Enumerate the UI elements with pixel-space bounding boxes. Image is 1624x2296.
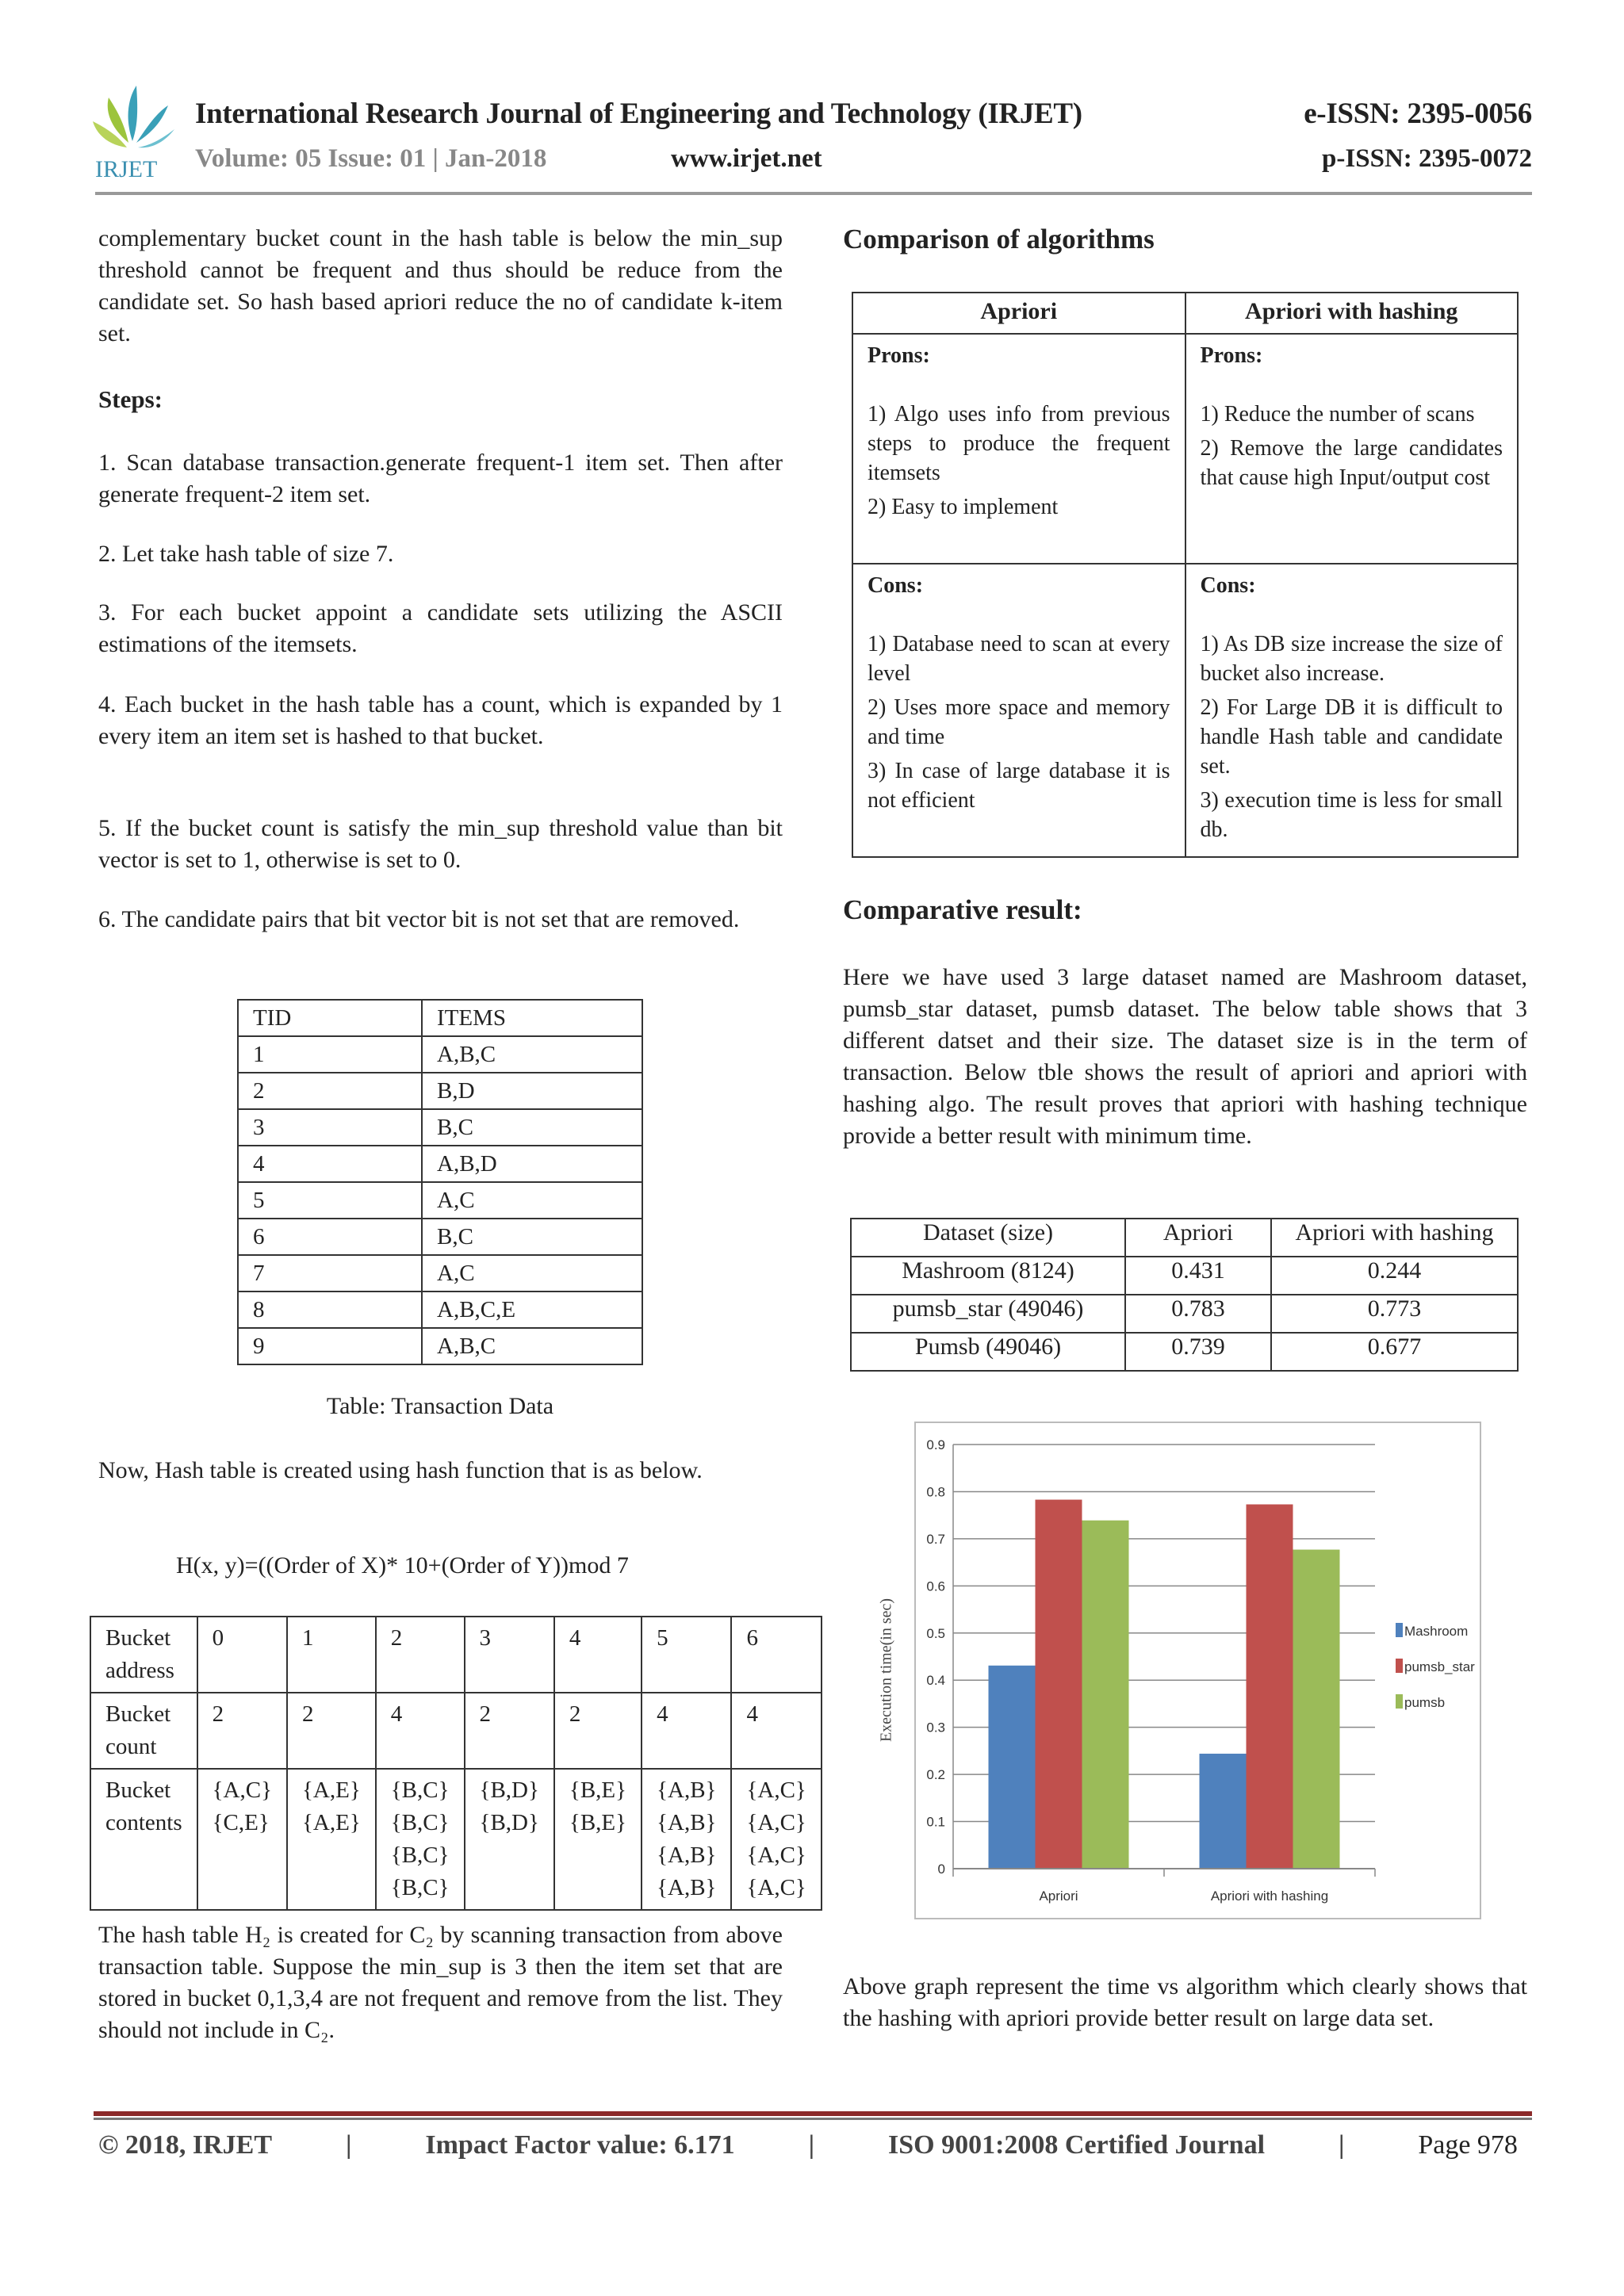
- table-row: [851, 1295, 1518, 1333]
- closing-paragraph: The hash table H₂ is created for C₂ by scanning transaction from above transaction table. Suppose the min_sup is 3 then the item set that are stored in bucket 0,1,3,4 are not frequent and remove from the list. They should not include in C₂.: [98, 1922, 783, 2043]
- col-header: Apriori with hashing: [1271, 1219, 1518, 1257]
- x-tick-label: Apriori: [1039, 1888, 1078, 1904]
- result-heading: Comparative result:: [843, 894, 1082, 925]
- row-label: Bucket count: [90, 1693, 197, 1769]
- table-row: [238, 1109, 642, 1146]
- tid-cell: 7: [238, 1255, 422, 1292]
- pro-item: 1) Reduce the number of scans: [1200, 402, 1475, 427]
- pro-item: 1) Algo uses info from previous steps to produce the frequent itemsets: [868, 402, 1170, 485]
- items-cell: A,C: [422, 1182, 642, 1219]
- hashing-header: Apriori with hashing: [1185, 293, 1519, 334]
- y-tick-label: 0.4: [926, 1673, 945, 1689]
- cell: {B,E} {B,E}: [554, 1769, 642, 1910]
- x-tick-label: Apriori with hashing: [1210, 1888, 1329, 1904]
- bar-pumsb_star-0: [1036, 1500, 1082, 1869]
- separator: |: [1338, 2130, 1345, 2160]
- table-row: [238, 1182, 642, 1219]
- transaction-table: [237, 999, 643, 1365]
- y-tick-label: 0.6: [926, 1578, 945, 1594]
- tid-cell: 8: [238, 1292, 422, 1328]
- iso-cert: ISO 9001:2008 Certified Journal: [887, 2130, 1266, 2160]
- cell: 0.783: [1125, 1295, 1271, 1333]
- cons-label: Cons:: [1200, 573, 1256, 598]
- legend-label: Mashroom: [1404, 1624, 1469, 1639]
- col-header: Dataset (size): [851, 1219, 1125, 1257]
- legend-label: pumsb_star: [1404, 1659, 1475, 1674]
- step-4: 4. Each bucket in the hash table has a count, which is expanded by 1 every item an item set is hashed to that bucket.: [98, 691, 783, 749]
- y-tick-label: 0.8: [926, 1484, 945, 1500]
- table-row: [238, 1073, 642, 1109]
- header-rule: [95, 192, 1532, 195]
- legend-swatch: [1396, 1623, 1403, 1637]
- cell: 5: [642, 1617, 731, 1693]
- footer-rule-thin: [94, 2118, 1532, 2120]
- table-row: [238, 1328, 642, 1364]
- step-2: 2. Let take hash table of size 7.: [98, 541, 394, 567]
- y-tick-label: 0.7: [926, 1531, 945, 1547]
- cell: 2: [197, 1693, 287, 1769]
- step-1: 1. Scan database transaction.generate frequent-1 item set. Then after generate frequent-2 item set.: [98, 450, 783, 507]
- intro-paragraph: complementary bucket count in the hash table is below the min_sup threshold cannot be frequent and thus should be reduce from the candidate set. So hash based apriori reduce the no of candidate k-item set.: [98, 225, 783, 346]
- table-row: [851, 1257, 1518, 1295]
- cell: 0.739: [1125, 1333, 1271, 1371]
- cell: 0.677: [1271, 1333, 1518, 1371]
- separator: |: [345, 2130, 352, 2160]
- pro-item: 2) Easy to implement: [868, 495, 1059, 519]
- con-item: 1) Database need to scan at every level: [868, 632, 1170, 686]
- cell: 0.773: [1271, 1295, 1518, 1333]
- e-issn: e-ISSN: 2395-0056: [1304, 98, 1532, 130]
- table-row: [238, 1146, 642, 1182]
- items-cell: B,C: [422, 1109, 642, 1146]
- tid-cell: 9: [238, 1328, 422, 1364]
- step-6: 6. The candidate pairs that bit vector bit is not set that are removed.: [98, 906, 740, 932]
- cell: 0.431: [1125, 1257, 1271, 1295]
- legend-swatch: [1396, 1659, 1403, 1673]
- comparison-table: [852, 292, 1519, 858]
- tid-cell: 4: [238, 1146, 422, 1182]
- cell: {A,C} {A,C} {A,C} {A,C}: [731, 1769, 821, 1910]
- cell: 2: [554, 1693, 642, 1769]
- con-item: 3) In case of large database it is not efficient: [868, 759, 1170, 813]
- header-row-top: [195, 97, 1532, 131]
- items-cell: B,C: [422, 1219, 642, 1255]
- bar-pumsb-1: [1293, 1550, 1340, 1869]
- result-table: [850, 1218, 1519, 1372]
- legend-swatch: [1396, 1694, 1403, 1709]
- y-tick-label: 0.2: [926, 1767, 945, 1783]
- table-row: [851, 1333, 1518, 1371]
- y-axis-title: Execution time(in sec): [877, 1598, 895, 1743]
- page-number: Page 978: [1418, 2130, 1518, 2160]
- cell: 1: [287, 1617, 376, 1693]
- con-item: 3) execution time is less for small db.: [1200, 788, 1503, 842]
- table-row: [238, 1036, 642, 1073]
- cell: {A,B} {A,B} {A,B} {A,B}: [642, 1769, 731, 1910]
- cell: 4: [376, 1693, 465, 1769]
- y-tick-label: 0.1: [926, 1814, 945, 1830]
- separator: |: [808, 2130, 815, 2160]
- items-cell: A,C: [422, 1255, 642, 1292]
- steps-heading: Steps:: [98, 385, 163, 413]
- tid-header: TID: [238, 1000, 422, 1036]
- bar-chart: [914, 1422, 1481, 1919]
- apriori-header: Apriori: [852, 293, 1185, 334]
- header-row-bottom: [195, 144, 1532, 174]
- row-label: Bucket address: [90, 1617, 197, 1693]
- tid-cell: 6: [238, 1219, 422, 1255]
- con-item: 2) For Large DB it is difficult to handle Hash table and candidate set.: [1200, 695, 1503, 779]
- cell: Mashroom (8124): [851, 1257, 1125, 1295]
- table-row: [90, 1693, 822, 1769]
- tid-cell: 2: [238, 1073, 422, 1109]
- cell: pumsb_star (49046): [851, 1295, 1125, 1333]
- tid-cell: 3: [238, 1109, 422, 1146]
- volume-issue: Volume: 05 Issue: 01 | Jan-2018: [195, 144, 547, 173]
- items-cell: A,B,C,E: [422, 1292, 642, 1328]
- bar-Mashroom-0: [989, 1666, 1036, 1869]
- items-header: ITEMS: [422, 1000, 642, 1036]
- tid-cell: 5: [238, 1182, 422, 1219]
- copyright: © 2018, IRJET: [98, 2130, 273, 2160]
- cons-label: Cons:: [868, 573, 924, 598]
- legend-label: pumsb: [1404, 1695, 1446, 1710]
- svg-text:IRJET: IRJET: [95, 156, 158, 181]
- con-item: 2) Uses more space and memory and time: [868, 695, 1170, 749]
- cell: 0: [197, 1617, 287, 1693]
- pros-label: Prons:: [868, 343, 930, 368]
- hash-formula: H(x, y)=((Order of X)* 10+(Order of Y))mod 7: [176, 1552, 629, 1578]
- pro-item: 2) Remove the large candidates that cause high Input/output cost: [1200, 436, 1503, 490]
- result-paragraph: Here we have used 3 large dataset named are Mashroom dataset, pumsb_star dataset, pumsb dataset. The below table shows that 3 different datset and their size. The dataset size is in the term of transaction. Below tble shows the result of apriori and apriori with hashing algo. The result proves that apriori with hashing technique provide a better result with minimum time.: [843, 964, 1527, 1149]
- journal-title: International Research Journal of Engineering and Technology (IRJET): [195, 98, 1082, 130]
- p-issn: p-ISSN: 2395-0072: [1322, 144, 1532, 173]
- row-label: Bucket contents: [90, 1769, 197, 1910]
- cell: 0.244: [1271, 1257, 1518, 1295]
- cell: 2: [465, 1693, 554, 1769]
- col-header: Apriori: [1125, 1219, 1271, 1257]
- cell: {B,C} {B,C} {B,C} {B,C}: [376, 1769, 465, 1910]
- items-cell: B,D: [422, 1073, 642, 1109]
- footer-rule: [94, 2111, 1532, 2116]
- table-row: [238, 1292, 642, 1328]
- cell: 2: [376, 1617, 465, 1693]
- bar-Mashroom-1: [1200, 1754, 1247, 1869]
- hash-intro: Now, Hash table is created using hash function that is as below.: [98, 1457, 703, 1483]
- bar-pumsb_star-1: [1247, 1504, 1293, 1869]
- tid-cell: 1: [238, 1036, 422, 1073]
- comparison-heading: Comparison of algorithms: [843, 224, 1155, 254]
- table-row: [90, 1617, 822, 1693]
- y-tick-label: 0.9: [926, 1437, 945, 1452]
- cell: {A,E} {A,E}: [287, 1769, 376, 1910]
- con-item: 1) As DB size increase the size of bucket also increase.: [1200, 632, 1503, 686]
- cell: 3: [465, 1617, 554, 1693]
- table-row: [238, 1255, 642, 1292]
- table-row: [238, 1219, 642, 1255]
- items-cell: A,B,C: [422, 1036, 642, 1073]
- impact-factor: Impact Factor value: 6.171: [425, 2130, 735, 2160]
- bucket-table: [90, 1616, 822, 1911]
- step-3: 3. For each bucket appoint a candidate sets utilizing the ASCII estimations of the itemsets.: [98, 599, 783, 657]
- cell: {B,D} {B,D}: [465, 1769, 554, 1910]
- cell: 4: [642, 1693, 731, 1769]
- cell: 4: [554, 1617, 642, 1693]
- cell: Pumsb (49046): [851, 1333, 1125, 1371]
- y-tick-label: 0: [937, 1862, 945, 1877]
- cell: 6: [731, 1617, 821, 1693]
- bar-pumsb-0: [1082, 1521, 1129, 1869]
- table-row: [90, 1769, 822, 1910]
- y-tick-label: 0.3: [926, 1720, 945, 1735]
- irjet-logo: [89, 86, 176, 181]
- website-link[interactable]: www.irjet.net: [671, 144, 822, 173]
- graph-paragraph: Above graph represent the time vs algorithm which clearly shows that the hashing with apriori provide better result on large data set.: [843, 1973, 1527, 2031]
- footer: [98, 2130, 1518, 2160]
- pros-label: Prons:: [1200, 343, 1263, 368]
- items-cell: A,B,D: [422, 1146, 642, 1182]
- step-5: 5. If the bucket count is satisfy the min_sup threshold value than bit vector is set to 1, otherwise is set to 0.: [98, 815, 783, 873]
- items-cell: A,B,C: [422, 1328, 642, 1364]
- cell: {A,C} {C,E}: [197, 1769, 287, 1910]
- table-caption: Table: Transaction Data: [326, 1393, 554, 1419]
- cell: 2: [287, 1693, 376, 1769]
- cell: 4: [731, 1693, 821, 1769]
- y-tick-label: 0.5: [926, 1625, 945, 1641]
